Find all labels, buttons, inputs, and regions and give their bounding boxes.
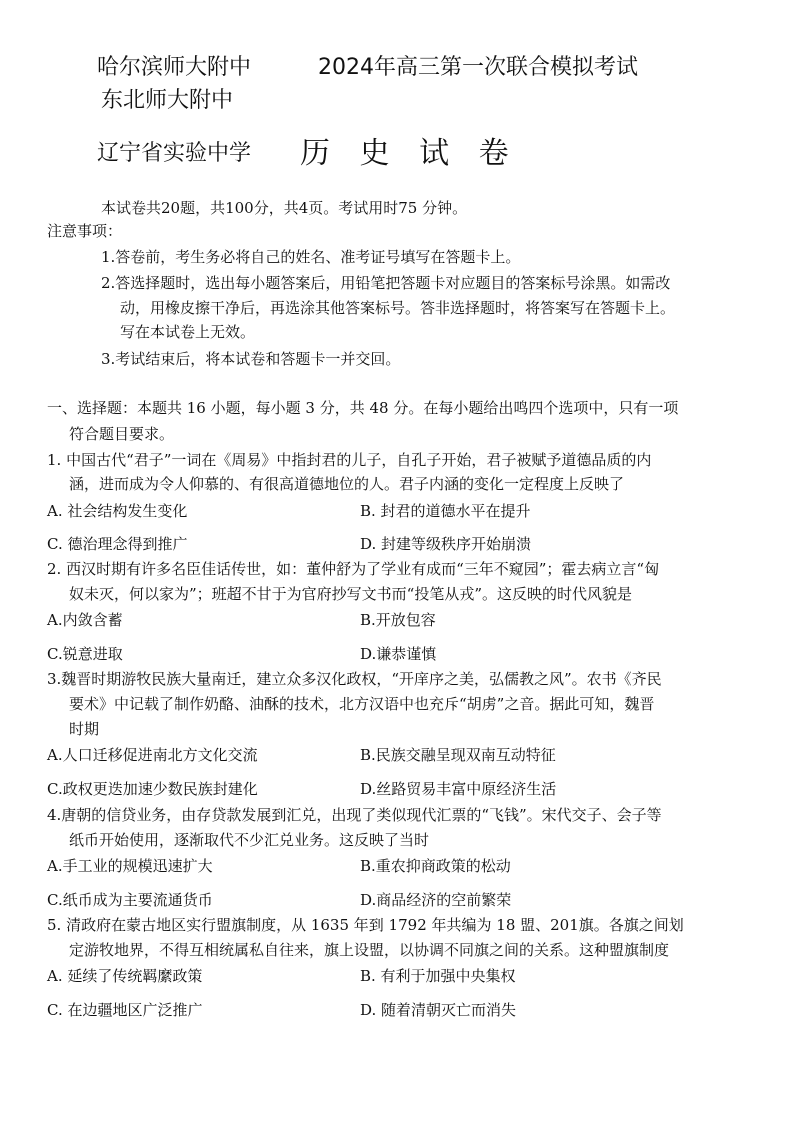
- question-1-line-1: 1. 中国古代“君子”一词在《周易》中指封君的儿子，自孔子开始，君子被赋予道德品质的内: [47, 451, 652, 469]
- question-2-option-c: C.锐意进取: [47, 645, 123, 663]
- school-name-liaoning: 辽宁省实验中学: [97, 141, 252, 166]
- question-1-option-a: A. 社会结构发生变化: [47, 502, 188, 520]
- intro-text: 本试卷共20题，共100分，共4页。考试用时75 分钟。: [101, 199, 468, 217]
- question-5-option-b: B. 有利于加强中央集权: [360, 967, 516, 985]
- question-5-line-1: 5. 清政府在蒙古地区实行盟旗制度，从 1635 年到 1792 年共编为 18 盟、201旗。各旗之间划: [47, 916, 684, 934]
- question-1-option-c: C. 德治理念得到推广: [47, 535, 188, 553]
- school-name-harbin: 哈尔滨师大附中: [97, 55, 252, 80]
- question-2-option-d: D.谦恭谨慎: [360, 645, 437, 663]
- subject-title: 历 史 试 卷: [300, 136, 519, 171]
- question-4-option-b: B.重农抑商政策的松动: [360, 857, 511, 875]
- question-4-option-a: A.手工业的规模迅速扩大: [47, 857, 213, 875]
- question-4-option-c: C.纸币成为主要流通货币: [47, 891, 213, 909]
- question-5-option-d: D. 随着清朝灭亡而消失: [360, 1001, 517, 1019]
- question-3-option-c: C.政权更迭加速少数民族封建化: [47, 780, 258, 798]
- question-1-option-d: D. 封建等级秩序开始崩溃: [360, 535, 532, 553]
- question-1-line-2: 涵，进而成为令人仰慕的、有很高道德地位的人。君子内涵的变化一定程度上反映了: [69, 475, 625, 493]
- section-heading-line-2: 符合题目要求。: [69, 425, 175, 443]
- notice-item-2-line-3: 写在本试卷上无效。: [120, 323, 256, 341]
- question-2-option-b: B.开放包容: [360, 611, 436, 629]
- question-3-line-3: 时期: [69, 720, 100, 738]
- question-3-line-1: 3.魏晋时期游牧民族大量南迁，建立众多汉化政权，“开庠序之美，弘儒教之风”。农书《齐民: [47, 670, 662, 688]
- question-4-option-d: D.商品经济的空前繁荣: [360, 891, 512, 909]
- notice-item-2-line-1: 2.答选择题时，选出每小题答案后，用铅笔把答题卡对应题目的答案标号涂黑。如需改: [101, 274, 671, 292]
- notice-item-3: 3.考试结束后，将本试卷和答题卡一并交回。: [101, 350, 401, 368]
- school-name-northeast: 东北师大附中: [101, 88, 234, 113]
- question-4-line-2: 纸币开始使用，逐渐取代不少汇兑业务。这反映了当时: [69, 831, 430, 849]
- question-3-option-d: D.丝路贸易丰富中原经济生活: [360, 780, 557, 798]
- notice-item-1: 1.答卷前，考生务必将自己的姓名、准考证号填写在答题卡上。: [101, 248, 521, 266]
- question-3-option-a: A.人口迁移促进南北方文化交流: [47, 746, 258, 764]
- question-4-line-1: 4.唐朝的信贷业务，由存贷款发展到汇兑，出现了类似现代汇票的“飞钱”。宋代交子、会子等: [47, 806, 662, 824]
- question-2-line-2: 奴未灭，何以家为”；班超不甘于为官府抄写文书而“投笔从戎”。这反映的时代风貌是: [69, 585, 633, 603]
- question-3-line-2: 要术》中记载了制作奶酪、油酥的技术，北方汉语中也充斥“胡虏”之音。据此可知，魏晋: [69, 695, 655, 713]
- question-5-option-a: A. 延续了传统羁縻政策: [47, 967, 203, 985]
- section-heading-line-1: 一、选择题：本题共 16 小题，每小题 3 分，共 48 分。在每小题给出鸣四个选项中，只有一项: [47, 399, 679, 417]
- question-3-option-b: B.民族交融呈现双南互动特征: [360, 746, 556, 764]
- question-2-line-1: 2. 西汉时期有许多名臣佳话传世，如：董仲舒为了学业有成而“三年不窥园”；霍去病立言“匈: [47, 560, 660, 578]
- question-5-line-2: 定游牧地界，不得互相统属私自往来，旗上设盟，以协调不同旗之间的关系。这种盟旗制度: [69, 941, 670, 959]
- notice-item-2-line-2: 动，用橡皮擦干净后，再选涂其他答案标号。答非选择题时，将答案写在答题卡上。: [120, 299, 676, 317]
- question-1-option-b: B. 封君的道德水平在提升: [360, 502, 531, 520]
- question-5-option-c: C. 在边疆地区广泛推广: [47, 1001, 203, 1019]
- notice-heading: 注意事项：: [47, 222, 123, 240]
- exam-title: 2024年高三第一次联合模拟考试: [318, 55, 638, 80]
- question-2-option-a: A.内敛含蓄: [47, 611, 123, 629]
